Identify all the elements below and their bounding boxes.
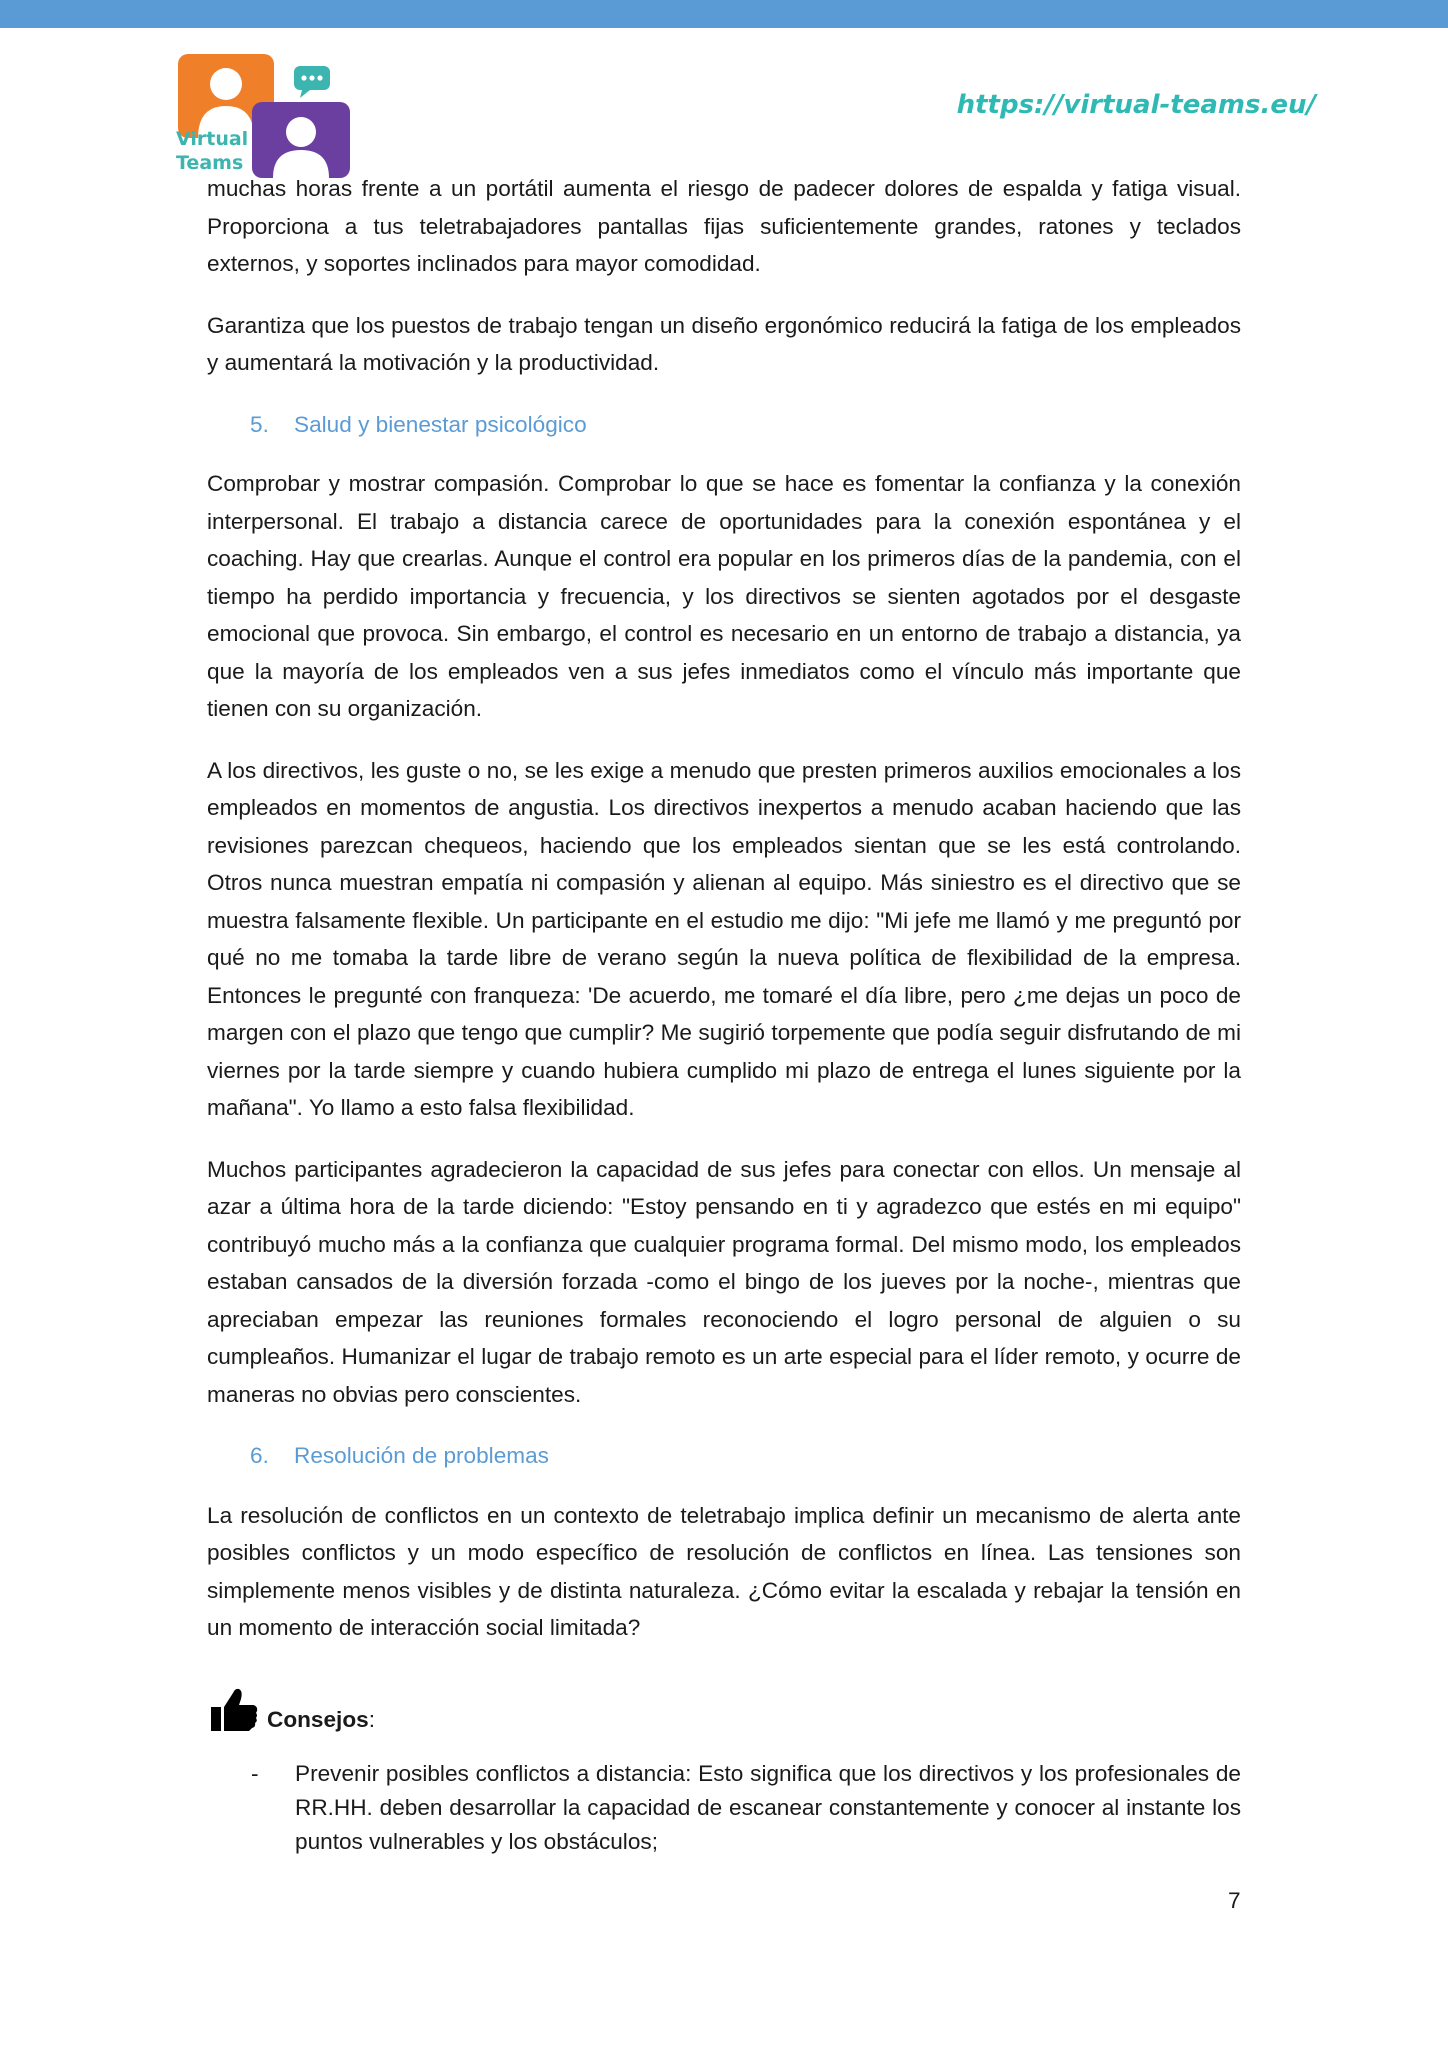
list-item-text: Prevenir posibles conflictos a distancia: Esto significa que los directivos y los profesionales de RR.HH. deben desarrollar la capacidad de escanear constantemente y conocer al instante los puntos vulnerables y los obstáculos; [295,1760,1241,1854]
tips-label [267,1705,375,1735]
paragraph: La resolución de conflictos en un contexto de teletrabajo implica definir un mecanismo de alerta ante posibles conflictos y un modo específico de resolución de conflictos en línea. Las tensiones son simplemente menos visibles y de distinta naturaleza. ¿Cómo evitar la escalada y rebajar la tensión en un momento de interacción social limitada? [207,1502,1241,1640]
bullet-dash: - [251,1760,259,1786]
top-color-bar [0,0,1448,28]
section-title: Resolución de problemas [294,1443,549,1468]
tips-header [209,1685,1241,1735]
document-body [207,170,1241,1859]
list-item [207,1757,1241,1859]
section-heading-5 [250,406,1241,444]
section-title: Salud y bienestar psicológico [294,411,587,437]
page-number: 7 [1228,1888,1241,1913]
paragraph: A los directivos, les guste o no, se les exige a menudo que presten primeros auxilios emocionales a los empleados en momentos de angustia. Los directivos inexpertos a menudo acaban haciendo que las revisiones parezcan chequeos, haciendo que los empleados sientan que se les está controlando. Otros nunca muestran empatía ni compasión y alienan al equipo. Más siniestro es el directivo que se muestra falsamente flexible. Un participante en el estudio me dijo: "Mi jefe me llamó y me preguntó por qué no me tomaba la tarde libre de verano según la nueva política de flexibilidad de la empresa. Entonces le pregunté con franqueza: 'De acuerdo, me tomaré el día libre, pero ¿me dejas un poco de margen con el plazo que tengo que cumplir? Me sugirió torpemente que podía seguir disfrutando de mi viernes por la tarde siempre y cuando hubiera cumplido mi plazo de entrega el lunes siguiente por la mañana". Yo llamo a esto falsa flexibilidad. [207,757,1241,1120]
paragraph: Comprobar y mostrar compasión. Comprobar lo que se hace es fomentar la confianza y la conexión interpersonal. El trabajo a distancia carece de oportunidades para la conexión espontánea y el coaching. Hay que crearlas. Aunque el control era popular en los primeros días de la pandemia, con el tiempo ha perdido importancia y frecuencia, y los directivos se sienten agotados por el desgaste emocional que provoca. Sin embargo, el control es necesario en un entorno de trabajo a distancia, ya que la mayoría de los empleados ven a sus jefes inmediatos como el vínculo más importante que tienen con su organización. [207,471,1241,721]
logo-text-teams: Teams [176,152,244,174]
paragraph: Garantiza que los puestos de trabajo tengan un diseño ergonómico reducirá la fatiga de los empleados y aumentará la motivación y la productividad. [207,312,1241,375]
section-number: 5. [250,411,269,437]
logo-text-virtual: Virtual [176,128,249,150]
paragraph: muchas horas frente a un portátil aumenta el riesgo de padecer dolores de espalda y fatiga visual. Proporciona a tus teletrabajadores pantallas fijas suficientemente grandes, ratones y teclados externos, y soportes inclinados para mayor comodidad. [207,176,1241,276]
section-heading-6 [250,1437,1241,1475]
tips-label-bold: Consejos [267,1706,369,1732]
paragraph: Muchos participantes agradecieron la capacidad de sus jefes para conectar con ellos. Un mensaje al azar a última hora de la tarde diciendo: "Estoy pensando en ti y agradezco que estés en mi equipo" contribuyó mucho más a la confianza que cualquier programa formal. Del mismo modo, los empleados estaban cansados de la diversión forzada -como el bingo de los jueves por la noche-, mientras que apreciaban empezar las reuniones formales reconociendo el logro personal de alguien o su cumpleaños. Humanizar el lugar de trabajo remoto es un arte especial para el líder remoto, y ocurre de maneras no obvias pero conscientes. [207,1156,1241,1407]
thumbs-up-icon [209,1685,259,1735]
tips-colon: : [368,1706,375,1732]
virtual-teams-logo [176,52,352,178]
section-number: 6. [250,1443,269,1468]
site-url-link[interactable]: https://virtual-teams.eu/ [956,90,1316,120]
